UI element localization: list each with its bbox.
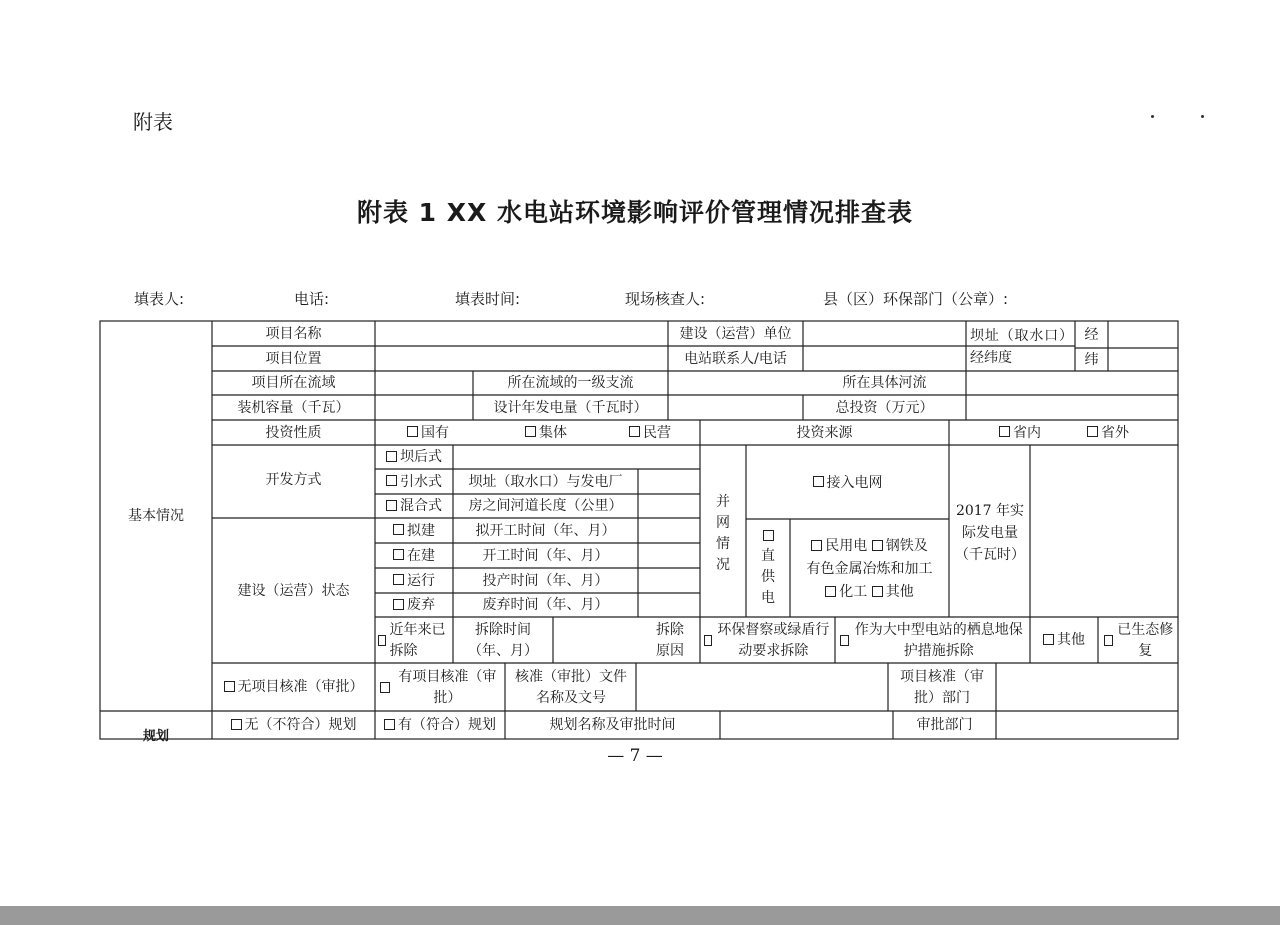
checkbox-icon — [1104, 635, 1113, 646]
checkbox-icon — [393, 524, 404, 535]
label-design-output: 设计年发电量（千瓦时） — [493, 399, 648, 416]
checkbox-icon — [378, 635, 386, 646]
label-dam-site-coords: 坝址（取水口）经纬度 — [970, 328, 1073, 366]
label-project-location: 项目位置 — [265, 350, 322, 367]
checkbox-icon — [380, 682, 390, 693]
checkbox-icon — [525, 426, 536, 437]
page-title: 附表 1 XX 水电站环境影响评价管理情况排查表 — [356, 198, 914, 227]
checkbox-collective[interactable]: 集体 — [516, 420, 576, 445]
label-start-time: 开工时间（年、月） — [482, 547, 609, 564]
checkbox-icon — [872, 540, 883, 551]
checkbox-icon — [393, 599, 404, 610]
label-tributary: 所在流域的一级支流 — [507, 375, 634, 391]
checkbox-icon — [811, 540, 822, 551]
checkbox-icon — [384, 719, 395, 730]
label-review-dept: 审批部门 — [916, 717, 973, 733]
checkbox-abandoned[interactable]: 废弃 — [375, 593, 453, 617]
scan-speck — [1201, 115, 1204, 118]
checkbox-icon — [224, 681, 235, 692]
checkbox-icon — [393, 574, 404, 585]
checkbox-other-reason[interactable]: 其他 — [1030, 617, 1098, 663]
label-approval-dept: 项目核准（审批）部门 — [900, 669, 984, 706]
label-longitude: 经 — [1084, 326, 1099, 343]
checkbox-habitat[interactable]: 作为大中型电站的栖息地保护措施拆除 — [840, 619, 1026, 663]
checkbox-icon — [393, 549, 404, 560]
header-fill-time: 填表时间: — [455, 290, 521, 308]
label-builder-unit: 建设（运营）单位 — [679, 325, 792, 342]
scan-speck — [1151, 115, 1154, 118]
checkbox-dam-after[interactable]: 坝后式 — [375, 445, 453, 469]
checkbox-operating[interactable]: 运行 — [375, 568, 453, 593]
annex-label: 附表 — [133, 110, 173, 134]
checkbox-icon — [704, 635, 712, 646]
checkbox-icon — [629, 426, 640, 437]
checkbox-building[interactable]: 在建 — [375, 543, 453, 568]
label-dismantle-reason: 拆除原因 — [656, 622, 684, 659]
checkbox-icon — [1087, 426, 1098, 437]
label-latitude: 纬 — [1084, 351, 1099, 368]
label-approval-doc: 核准（审批）文件名称及文号 — [515, 669, 627, 706]
checkbox-icon — [872, 586, 883, 597]
checkbox-diversion[interactable]: 引水式 — [375, 469, 453, 494]
label-dev-mode: 开发方式 — [265, 472, 322, 488]
label-river-length-line1: 坝址（取水口）与发电厂 — [468, 473, 623, 490]
checkbox-icon — [386, 475, 397, 486]
label-project-name: 项目名称 — [265, 325, 322, 342]
header-dept: 县（区）环保部门（公章）: — [823, 290, 1009, 308]
header-phone: 电话: — [294, 290, 330, 308]
label-dismantle-time: 拆除时间（年、月） — [468, 622, 538, 659]
section-plan: 规划 — [142, 729, 169, 744]
checkbox-env-inspection[interactable]: 环保督察或绿盾行动要求拆除 — [704, 619, 832, 663]
label-total-investment: 总投资（万元） — [835, 399, 934, 416]
checkbox-chemical-other[interactable]: 化工 其他 — [790, 581, 949, 603]
checkbox-icon — [407, 426, 418, 437]
footer-bar — [0, 906, 1280, 925]
label-build-state: 建设（运营）状态 — [237, 582, 350, 599]
label-production-time: 投产时间（年、月） — [482, 572, 609, 589]
label-metal-smelting: 有色金属冶炼和加工 — [806, 561, 933, 577]
label-grid-connection: 并 网 情 况 — [716, 494, 730, 573]
checkbox-icon — [1043, 634, 1054, 645]
checkbox-icon — [813, 476, 824, 487]
checkbox-icon — [386, 500, 397, 511]
checkbox-into-grid[interactable]: 接入电网 — [746, 470, 949, 495]
checkbox-icon — [763, 530, 774, 541]
checkbox-in-province[interactable]: 省内 — [990, 420, 1050, 445]
checkbox-private[interactable]: 民营 — [620, 420, 680, 445]
section-basic-info: 基本情况 — [128, 508, 184, 524]
checkbox-icon — [825, 586, 836, 597]
label-river: 所在具体河流 — [842, 375, 927, 391]
header-filler: 填表人: — [134, 290, 185, 308]
header-inspector: 现场核查人: — [625, 290, 706, 308]
label-invest-nature: 投资性质 — [265, 424, 322, 441]
checkbox-dismantled-recent[interactable]: 近年来已拆除 — [378, 619, 450, 663]
label-abandon-time: 废弃时间（年、月） — [482, 597, 609, 613]
checkbox-civil-steel[interactable]: 民用电 钢铁及 — [790, 535, 949, 557]
page-number: — 7 — — [607, 746, 663, 766]
checkbox-state-owned[interactable]: 国有 — [398, 420, 458, 445]
checkbox-no-approval[interactable]: 无项目核准（审批） — [212, 663, 375, 711]
label-planned-time: 拟开工时间（年、月） — [475, 522, 616, 539]
checkbox-direct-supply[interactable]: 直 供 电 — [746, 522, 790, 617]
checkbox-icon — [386, 451, 397, 462]
label-capacity: 装机容量（千瓦） — [237, 399, 350, 416]
checkbox-no-plan[interactable]: 无（不符合）规划 — [212, 711, 375, 739]
checkbox-icon — [999, 426, 1010, 437]
label-basin: 项目所在流域 — [251, 375, 336, 391]
checkbox-icon — [840, 635, 849, 646]
checkbox-mixed[interactable]: 混合式 — [375, 494, 453, 518]
checkbox-icon — [231, 719, 242, 730]
label-contact: 电站联系人/电话 — [684, 350, 787, 367]
checkbox-planned[interactable]: 拟建 — [375, 518, 453, 543]
checkbox-out-province[interactable]: 省外 — [1078, 420, 1138, 445]
label-plan-name: 规划名称及审批时间 — [549, 717, 676, 733]
checkbox-restored[interactable]: 已生态修复 — [1104, 619, 1174, 663]
label-invest-source: 投资来源 — [796, 424, 853, 441]
checkbox-has-approval[interactable]: 有项目核准（审批） — [380, 665, 502, 711]
label-river-length-line2: 房之间河道长度（公里） — [468, 498, 623, 514]
checkbox-has-plan[interactable]: 有（符合）规划 — [375, 711, 505, 739]
label-actual-output-2017: 2017 年实际发电量（千瓦时） — [955, 502, 1025, 563]
